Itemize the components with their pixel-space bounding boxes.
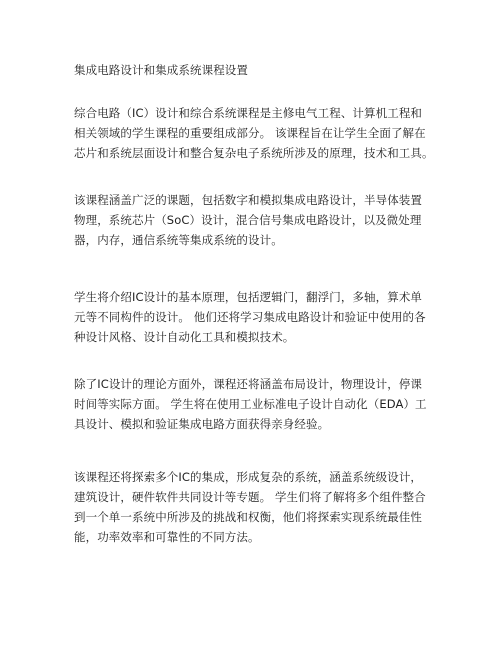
paragraph-line: 物理，系统芯片（SoC）设计，混合信号集成电路设计，以及微处理 (74, 213, 422, 227)
paragraph-line: 建筑设计，硬件软件共同设计等专题。 学生们将了解将多个组件整合 (74, 490, 426, 504)
paragraph-line: 到一个单一系统中所涉及的挑战和权衡，他们将探索实现系统最佳性 (74, 510, 422, 524)
paragraph-4 (74, 374, 427, 434)
paragraph-line: 器，内存，通信系统等集成系统的设计。 (74, 233, 283, 247)
paragraph-3 (74, 287, 426, 347)
document-title: 集成电路设计和集成系统课程设置 (74, 63, 248, 77)
paragraph-line: 时间等实际方面。 学生将在使用工业标准电子设计自动化（EDA）工 (74, 397, 427, 411)
paragraph-line: 种设计风格、设计自动化工具和模拟技术。 (74, 330, 295, 344)
paragraph-line: 相关领域的学生课程的重要组成部分。 该课程旨在让学生全面了解在 (74, 126, 426, 140)
paragraph-5 (74, 467, 426, 547)
paragraph-line: 具设计、模拟和验证集成电路方面获得亲身经验。 (74, 417, 330, 431)
paragraph-line: 该课程还将探索多个IC的集成，形成复杂的系统，涵盖系统级设计， (74, 470, 423, 484)
paragraph-line: 芯片和系统层面设计和整合复杂电子系统所涉及的原理，技术和工具。 (74, 146, 434, 160)
paragraph-2 (74, 190, 422, 250)
paragraph-1 (74, 103, 434, 163)
paragraph-line: 该课程涵盖广泛的课题，包括数字和模拟集成电路设计，半导体装置 (74, 193, 422, 207)
paragraph-line: 能，功率效率和可靠性的不同方法。 (74, 530, 260, 544)
paragraph-line: 学生将介绍IC设计的基本原理，包括逻辑门，翻浮门，多轴，算术单 (74, 290, 423, 304)
paragraph-line: 元等不同构件的设计。 他们还将学习集成电路设计和验证中使用的各 (74, 310, 426, 324)
paragraph-line: 除了IC设计的理论方面外，课程还将涵盖布局设计，物理设计，停课 (74, 377, 423, 391)
paragraph-line: 综合电路（IC）设计和综合系统课程是主修电气工程、计算机工程和 (74, 106, 423, 120)
